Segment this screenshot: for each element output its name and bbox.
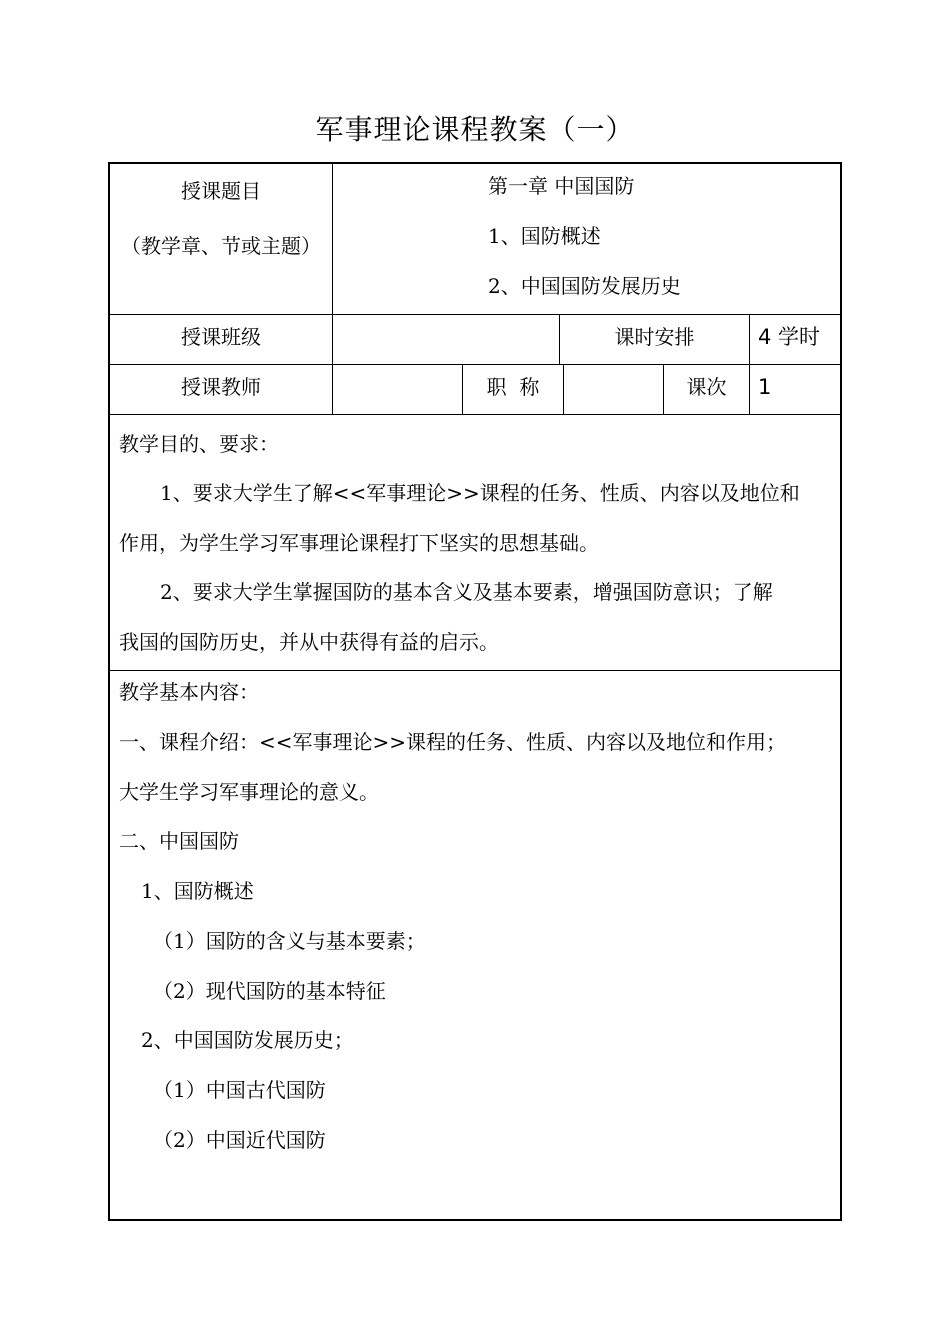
topic-label: 授课题目 bbox=[181, 179, 261, 203]
hours-label: 课时安排 bbox=[614, 325, 695, 349]
content-line: 2、中国国防发展历史； bbox=[141, 1028, 354, 1052]
objectives-line: 作用，为学生学习军事理论课程打下坚实的思想基础。 bbox=[119, 531, 599, 555]
col-divider bbox=[749, 314, 750, 414]
topic-line: 1、国防概述 bbox=[488, 224, 601, 248]
document-title: 军事理论课程教案（一） bbox=[315, 113, 635, 146]
hours-value: 4 学时 bbox=[758, 325, 821, 349]
col-divider bbox=[332, 163, 333, 414]
topic-sublabel: （教学章、节或主题） bbox=[121, 234, 321, 258]
col-divider bbox=[563, 364, 564, 414]
topic-line: 2、中国国防发展历史 bbox=[488, 274, 681, 298]
content-line: 大学生学习军事理论的意义。 bbox=[119, 780, 379, 804]
objectives-heading: 教学目的、要求： bbox=[119, 432, 279, 456]
content-line: （2）现代国防的基本特征 bbox=[153, 979, 386, 1003]
rank-label: 职 称 bbox=[486, 375, 540, 399]
content-line: （1）国防的含义与基本要素； bbox=[153, 929, 426, 953]
objectives-line: 2、要求大学生掌握国防的基本含义及基本要素，增强国防意识；了解 bbox=[160, 580, 773, 604]
session-value: 1 bbox=[758, 375, 772, 399]
content-line: （2）中国近代国防 bbox=[153, 1128, 326, 1152]
content-line: 二、中国国防 bbox=[119, 829, 239, 853]
objectives-line: 我国的国防历史，并从中获得有益的启示。 bbox=[119, 630, 499, 654]
row-divider bbox=[109, 314, 841, 315]
row-divider bbox=[109, 364, 841, 365]
content-heading: 教学基本内容： bbox=[119, 680, 259, 704]
topic-line: 第一章 中国国防 bbox=[488, 174, 635, 198]
row-divider bbox=[109, 670, 841, 671]
content-line: 一、课程介绍：<<军事理论>>课程的任务、性质、内容以及地位和作用； bbox=[119, 730, 787, 754]
row-divider bbox=[109, 414, 841, 415]
content-line: 1、国防概述 bbox=[141, 879, 254, 903]
class-label: 授课班级 bbox=[181, 325, 261, 349]
content-line: （1）中国古代国防 bbox=[153, 1078, 326, 1102]
teacher-label: 授课教师 bbox=[181, 375, 261, 399]
session-label: 课次 bbox=[686, 375, 727, 399]
objectives-line: 1、要求大学生了解<<军事理论>>课程的任务、性质、内容以及地位和 bbox=[160, 481, 800, 505]
